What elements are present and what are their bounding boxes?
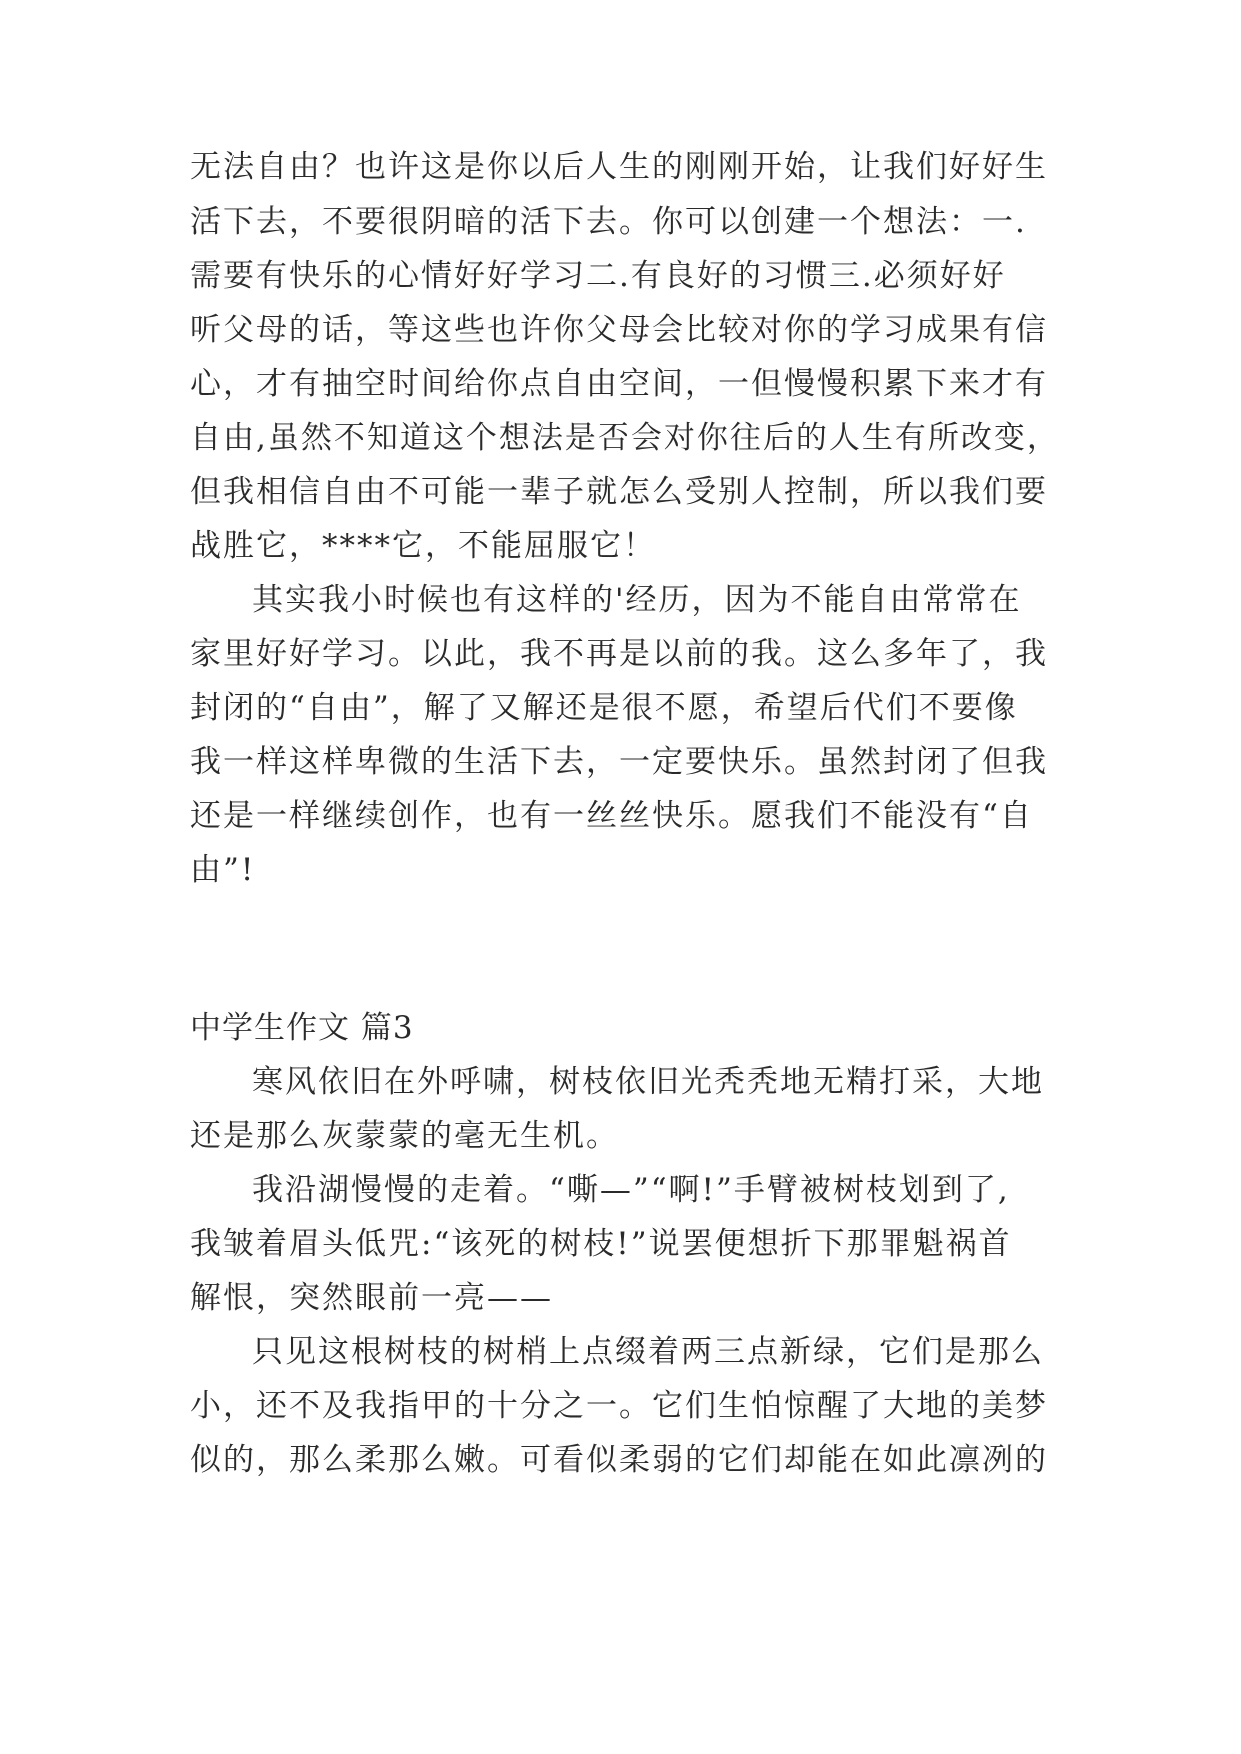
paragraph-4-line-2: 我皱着眉头低咒:“该死的树枝!”说罢便想折下那罪魁祸首 xyxy=(190,1226,1012,1262)
paragraph-2-line-3: 封闭的“自由”，解了又解还是很不愿，希望后代们不要像 xyxy=(190,690,1018,726)
paragraph-1-line-4: 听父母的话，等这些也许你父母会比较对你的学习成果有信 xyxy=(190,312,1048,348)
paragraph-1-line-1: 无法自由？也许这是你以后人生的刚刚开始，让我们好好生 xyxy=(190,149,1048,185)
paragraph-1-line-8: 战胜它，****它，不能屈服它！ xyxy=(190,528,656,564)
paragraph-1-line-2: 活下去，不要很阴暗的活下去。你可以创建一个想法：一. xyxy=(190,204,1027,240)
paragraph-1-line-3: 需要有快乐的心情好好学习二.有良好的习惯三.必须好好 xyxy=(190,258,1006,294)
paragraph-1-line-5: 心，才有抽空时间给你点自由空间，一但慢慢积累下来才有 xyxy=(190,366,1048,402)
paragraph-2-line-1: 其实我小时候也有这样的'经历，因为不能自由常常在 xyxy=(252,582,1022,618)
paragraph-3-line-2: 还是那么灰蒙蒙的毫无生机。 xyxy=(190,1118,619,1154)
paragraph-1-line-7: 但我相信自由不可能一辈子就怎么受别人控制，所以我们要 xyxy=(190,474,1048,510)
paragraph-4-line-1: 我沿湖慢慢的走着。“嘶—”“啊!”手臂被树枝划到了, xyxy=(252,1172,1010,1208)
paragraph-5-line-2: 小，还不及我指甲的十分之一。它们生怕惊醒了大地的美梦 xyxy=(190,1388,1048,1424)
paragraph-5-line-3: 似的，那么柔那么嫩。可看似柔弱的它们却能在如此凛冽的 xyxy=(190,1442,1048,1478)
paragraph-5-line-1: 只见这根树枝的树梢上点缀着两三点新绿，它们是那么 xyxy=(252,1334,1044,1370)
section-heading: 中学生作文 篇3 xyxy=(190,1010,414,1046)
paragraph-4-line-3: 解恨，突然眼前一亮—— xyxy=(190,1280,553,1316)
paragraph-2-line-4: 我一样这样卑微的生活下去，一定要快乐。虽然封闭了但我 xyxy=(190,744,1048,780)
paragraph-1-line-6: 自由,虽然不知道这个想法是否会对你往后的人生有所改变， xyxy=(190,420,1060,456)
paragraph-2-line-6: 由”! xyxy=(190,852,256,888)
paragraph-3-line-1: 寒风依旧在外呼啸，树枝依旧光秃秃地无精打采，大地 xyxy=(252,1064,1044,1100)
paragraph-2-line-2: 家里好好学习。以此，我不再是以前的我。这么多年了，我 xyxy=(190,636,1048,672)
paragraph-2-line-5: 还是一样继续创作，也有一丝丝快乐。愿我们不能没有“自 xyxy=(190,798,1033,834)
